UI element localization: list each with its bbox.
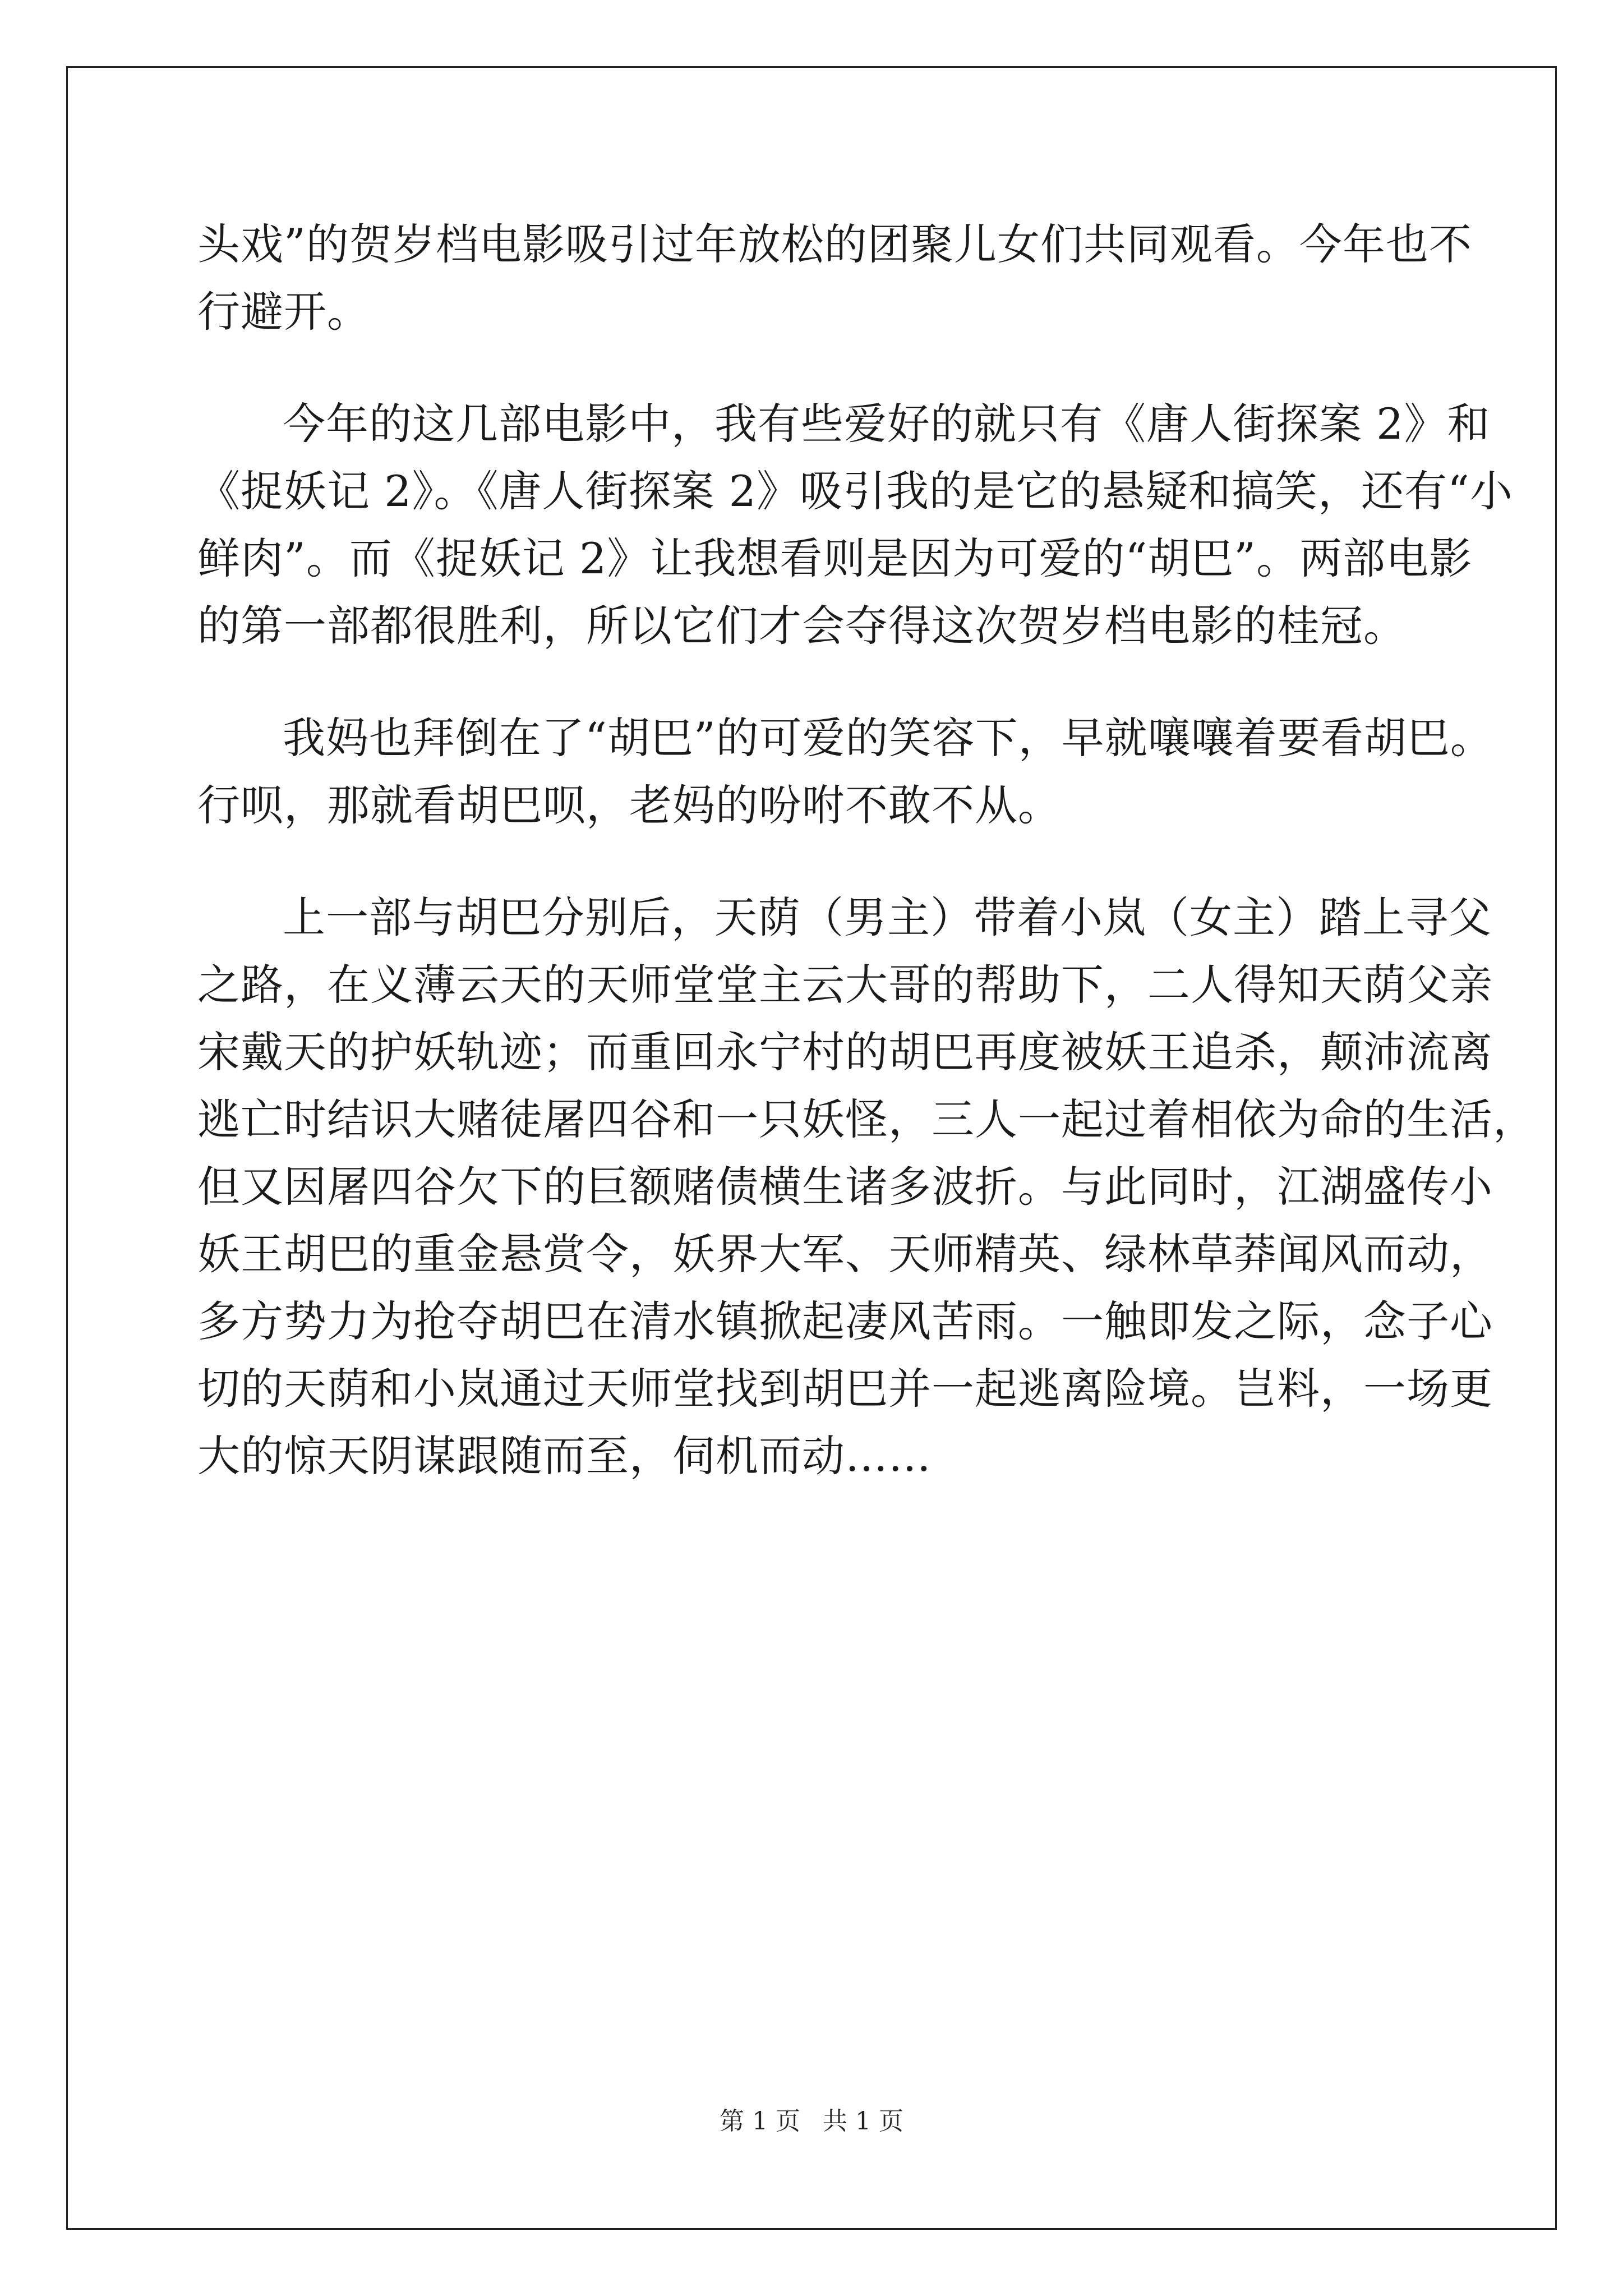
text-line: 大的惊天阴谋跟随而至，伺机而动……	[197, 1431, 932, 1481]
paragraph-first-line: 上一部与胡巴分别后，天荫（男主）带着小岚（女主）踏上寻父	[283, 892, 1492, 942]
text-line: 鲜肉”。而《捉妖记 2》让我想看则是因为可爱的“胡巴”。两部电影	[197, 533, 1473, 583]
text-line: 但又因屠四谷欠下的巨额赌债横生诸多波折。与此同时，江湖盛传小	[197, 1162, 1493, 1212]
page-footer	[0, 2105, 1623, 2138]
text-line: 的第一部都很胜利，所以它们才会夺得这次贺岁档电影的桂冠。	[197, 601, 1407, 651]
text-line: 多方势力为抢夺胡巴在清水镇掀起凄风苦雨。一触即发之际，念子心	[197, 1296, 1493, 1346]
text-line: 行呗，那就看胡巴呗，老妈的吩咐不敢不从。	[197, 780, 1061, 830]
paragraph-first-line: 今年的这几部电影中，我有些爱好的就只有《唐人街探案 2》和	[283, 399, 1491, 449]
text-line: 之路，在义薄云天的天师堂堂主云大哥的帮助下，二人得知天荫父亲	[197, 960, 1493, 1010]
text-line: 宋戴天的护妖轨迹；而重回永宁村的胡巴再度被妖王追杀，颠沛流离	[197, 1027, 1493, 1077]
text-line: 逃亡时结识大赌徒屠四谷和一只妖怪，三人一起过着相依为命的生活，	[197, 1094, 1536, 1144]
text-line: 《捉妖记 2》。《唐人街探案 2》吸引我的是它的悬疑和搞笑，还有“小	[197, 466, 1513, 516]
text-line: 行避开。	[197, 287, 370, 337]
page-number: 第 1 页	[720, 2107, 800, 2136]
text-line: 头戏”的贺岁档电影吸引过年放松的团聚儿女们共同观看。今年也不	[197, 219, 1472, 269]
page-total: 共 1 页	[823, 2107, 903, 2136]
paragraph-first-line: 我妈也拜倒在了“胡巴”的可爱的笑容下，早就嚷嚷着要看胡巴。	[283, 713, 1493, 763]
text-line: 切的天荫和小岚通过天师堂找到胡巴并一起逃离险境。岂料，一场更	[197, 1364, 1493, 1414]
text-line: 妖王胡巴的重金悬赏令，妖界大军、天师精英、绿林草莽闻风而动，	[197, 1229, 1493, 1279]
